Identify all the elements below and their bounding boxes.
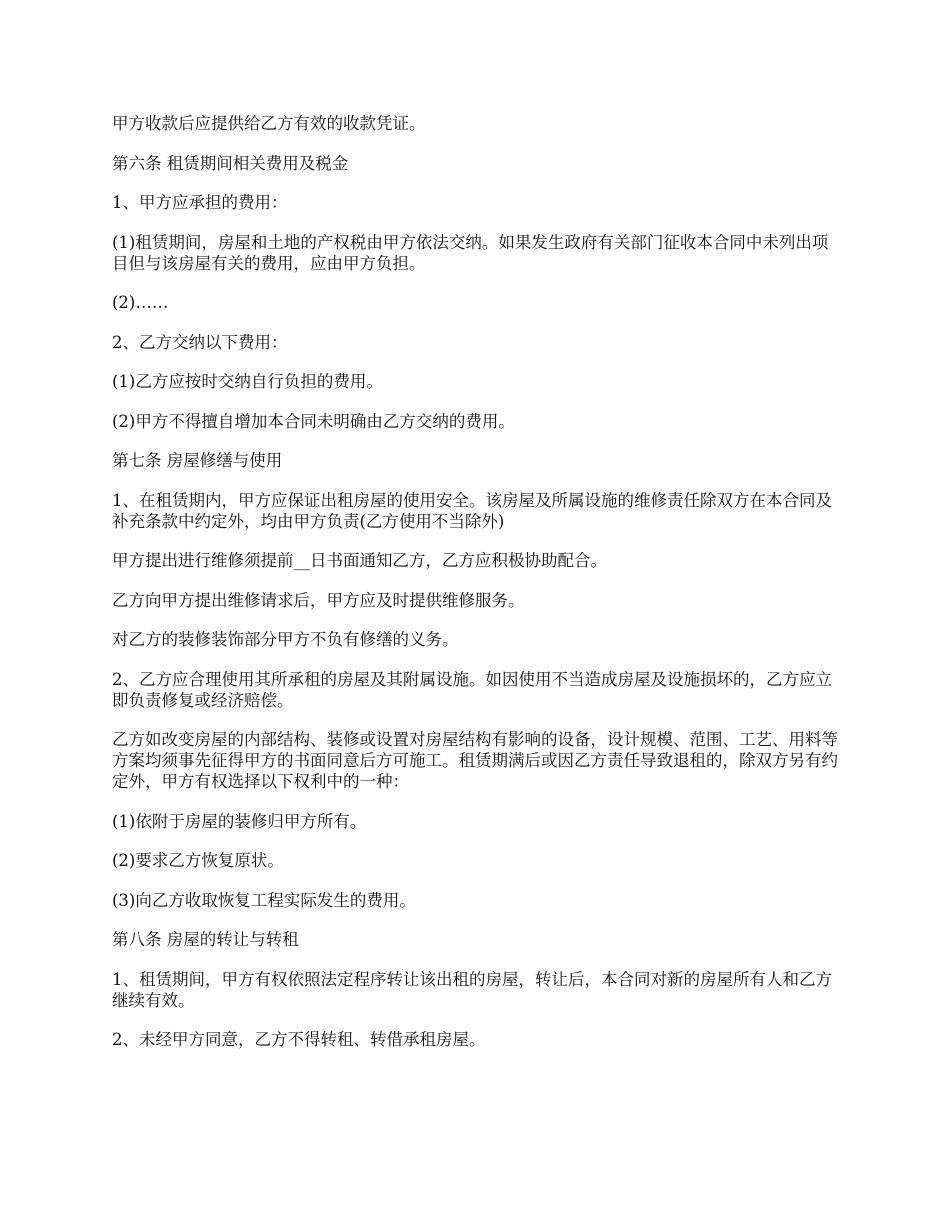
article-7-structural-change: 乙方如改变房屋的内部结构、装修或设置对房屋结构有影响的设备，设计规模、范围、工艺、用料等方案均须事先征得甲方的书面同意后方可施工。租赁期满后或因乙方责任导致退租的，除双方另有约定外，甲方有权选择以下权利中的一种： (112, 730, 838, 791)
article-7-repair-notice: 甲方提出进行维修须提前__日书面通知乙方，乙方应积极协助配合。 (112, 551, 607, 570)
article-8-clause-1: 1、租赁期间，甲方有权依照法定程序转让该出租的房屋，转让后，本合同对新的房屋所有人和乙方继续有效。 (112, 969, 832, 1010)
article-7-heading: 第七条 房屋修缮与使用 (112, 451, 283, 470)
paragraph-receipt-voucher: 甲方收款后应提供给乙方有效的收款凭证。 (112, 114, 426, 133)
article-8-clause-2: 2、未经甲方同意，乙方不得转租、转借承租房屋。 (112, 1030, 486, 1049)
article-6-clause-1-item-2: (2)…… (112, 293, 169, 312)
article-7-decoration-exclusion: 对乙方的装修装饰部分甲方不负有修缮的义务。 (112, 630, 459, 649)
article-7-repair-request: 乙方向甲方提出维修请求后，甲方应及时提供维修服务。 (112, 590, 525, 610)
article-6-clause-1-item-1: (1)租赁期间，房屋和土地的产权税由甲方依法交纳。如果发生政府有关部门征收本合同中未列出项目但与该房屋有关的费用，应由甲方负担。 (112, 232, 829, 273)
document-body (112, 113, 840, 1050)
article-7-option-1: (1)依附于房屋的装修归甲方所有。 (112, 811, 367, 831)
article-6-clause-2: 2、乙方交纳以下费用： (112, 332, 288, 352)
article-7-option-3: (3)向乙方收取恢复工程实际发生的费用。 (112, 890, 416, 910)
article-7-clause-2: 2、乙方应合理使用其所承租的房屋及其附属设施。如因使用不当造成房屋及设施损坏的，乙方应立即负责修复或经济赔偿。 (112, 669, 832, 710)
article-6-clause-1: 1、甲方应承担的费用： (112, 193, 288, 212)
article-6-clause-2-item-2: (2)甲方不得擅自增加本合同未明确由乙方交纳的费用。 (112, 411, 515, 431)
article-6-heading: 第六条 租赁期间相关费用及税金 (112, 153, 349, 173)
article-6-clause-2-item-1: (1)乙方应按时交纳自行负担的费用。 (112, 372, 383, 391)
article-7-option-2: (2)要求乙方恢复原状。 (112, 851, 284, 870)
article-7-clause-1: 1、在租赁期内，甲方应保证出租房屋的使用安全。该房屋及所属设施的维修责任除双方在本合同及补充条款中约定外，均由甲方负责(乙方使用不当除外) (112, 490, 832, 531)
article-8-heading: 第八条 房屋的转让与转租 (112, 930, 299, 949)
